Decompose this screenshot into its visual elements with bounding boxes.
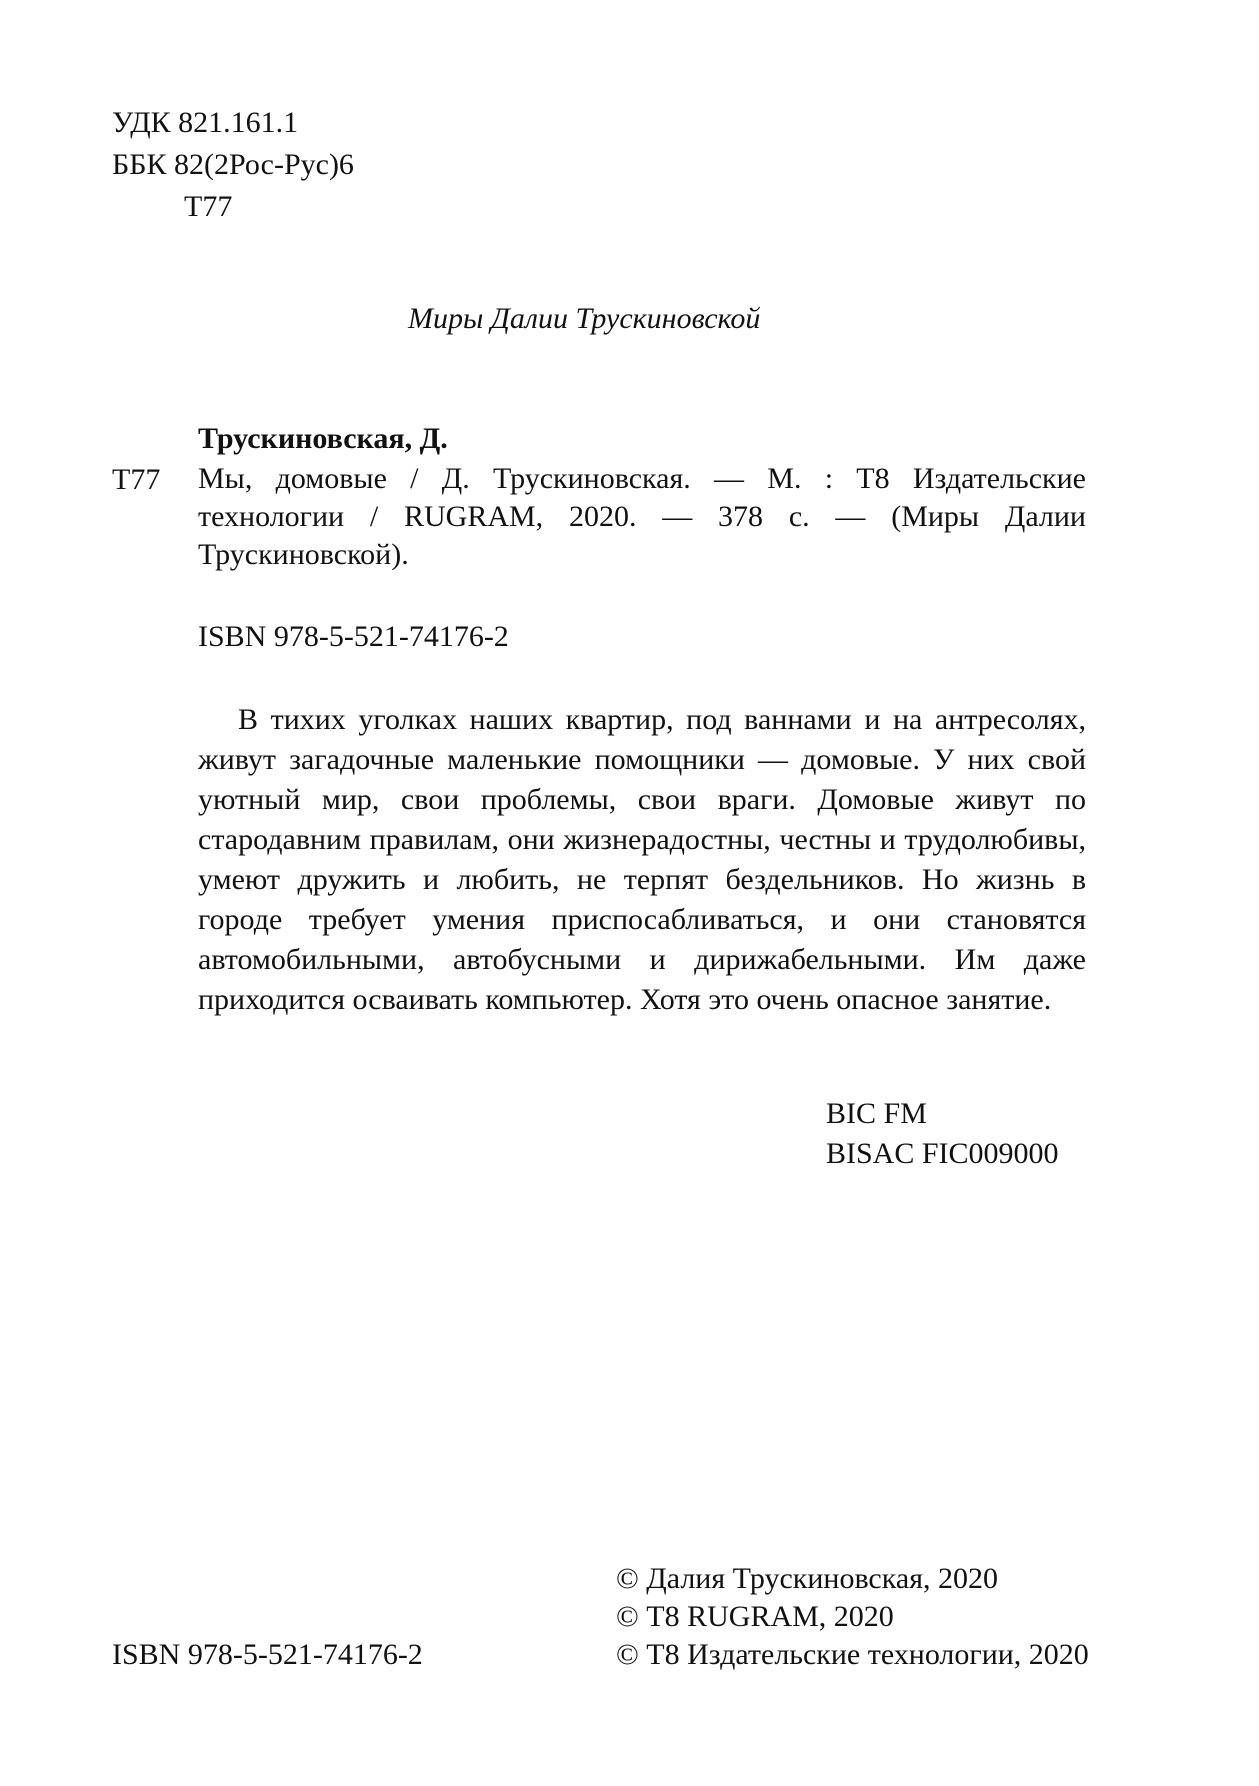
footer-isbn: ISBN 978-5-521-74176-2: [112, 1638, 423, 1671]
bbk-code: ББК 82(2Рос-Рус)6: [112, 148, 354, 181]
bic-code: BIC FM: [826, 1097, 927, 1130]
copyright-author: © Далия Трускиновская, 2020: [616, 1562, 998, 1595]
bibliographic-description: Мы, домовые / Д. Трускиновская. — М. : Т8 Издательские технологии / RUGRAM, 2020. — 378 с. — (Миры Далии Трускиновской).: [198, 462, 1086, 571]
entry-author-mark: Т77: [112, 463, 161, 496]
author-mark: Т77: [184, 190, 233, 223]
series-title: Миры Далии Трускиновской: [408, 302, 761, 335]
bisac-code: BISAC FIC009000: [826, 1137, 1059, 1170]
copyright-list: [616, 1560, 1089, 1674]
annotation-text: В тихих уголках наших квартир, под ваннами и на антресолях, живут загадочные маленькие помощники — домовые. У них свой уютный мир, свои проблемы, свои враги. Домовые живут по стародавним правилам, они жизнерадостны, честны и трудолюбивы, умеют дружить и любить, не терпят бездельников. Но жизнь в городе требует умения приспосабливаться, и они становятся автомобильными, автобусными и дирижабельными. Им даже приходится осваивать компьютер. Хотя это очень опасное занятие.: [198, 703, 1086, 1016]
copyright-rugram: © Т8 RUGRAM, 2020: [616, 1600, 894, 1633]
udk-code: УДК 821.161.1: [112, 106, 299, 139]
subject-codes: [826, 1094, 1059, 1174]
isbn: ISBN 978-5-521-74176-2: [198, 620, 509, 653]
copyright-publisher: © Т8 Издательские технологии, 2020: [616, 1638, 1089, 1671]
entry-author: Трускиновская, Д.: [198, 422, 448, 455]
